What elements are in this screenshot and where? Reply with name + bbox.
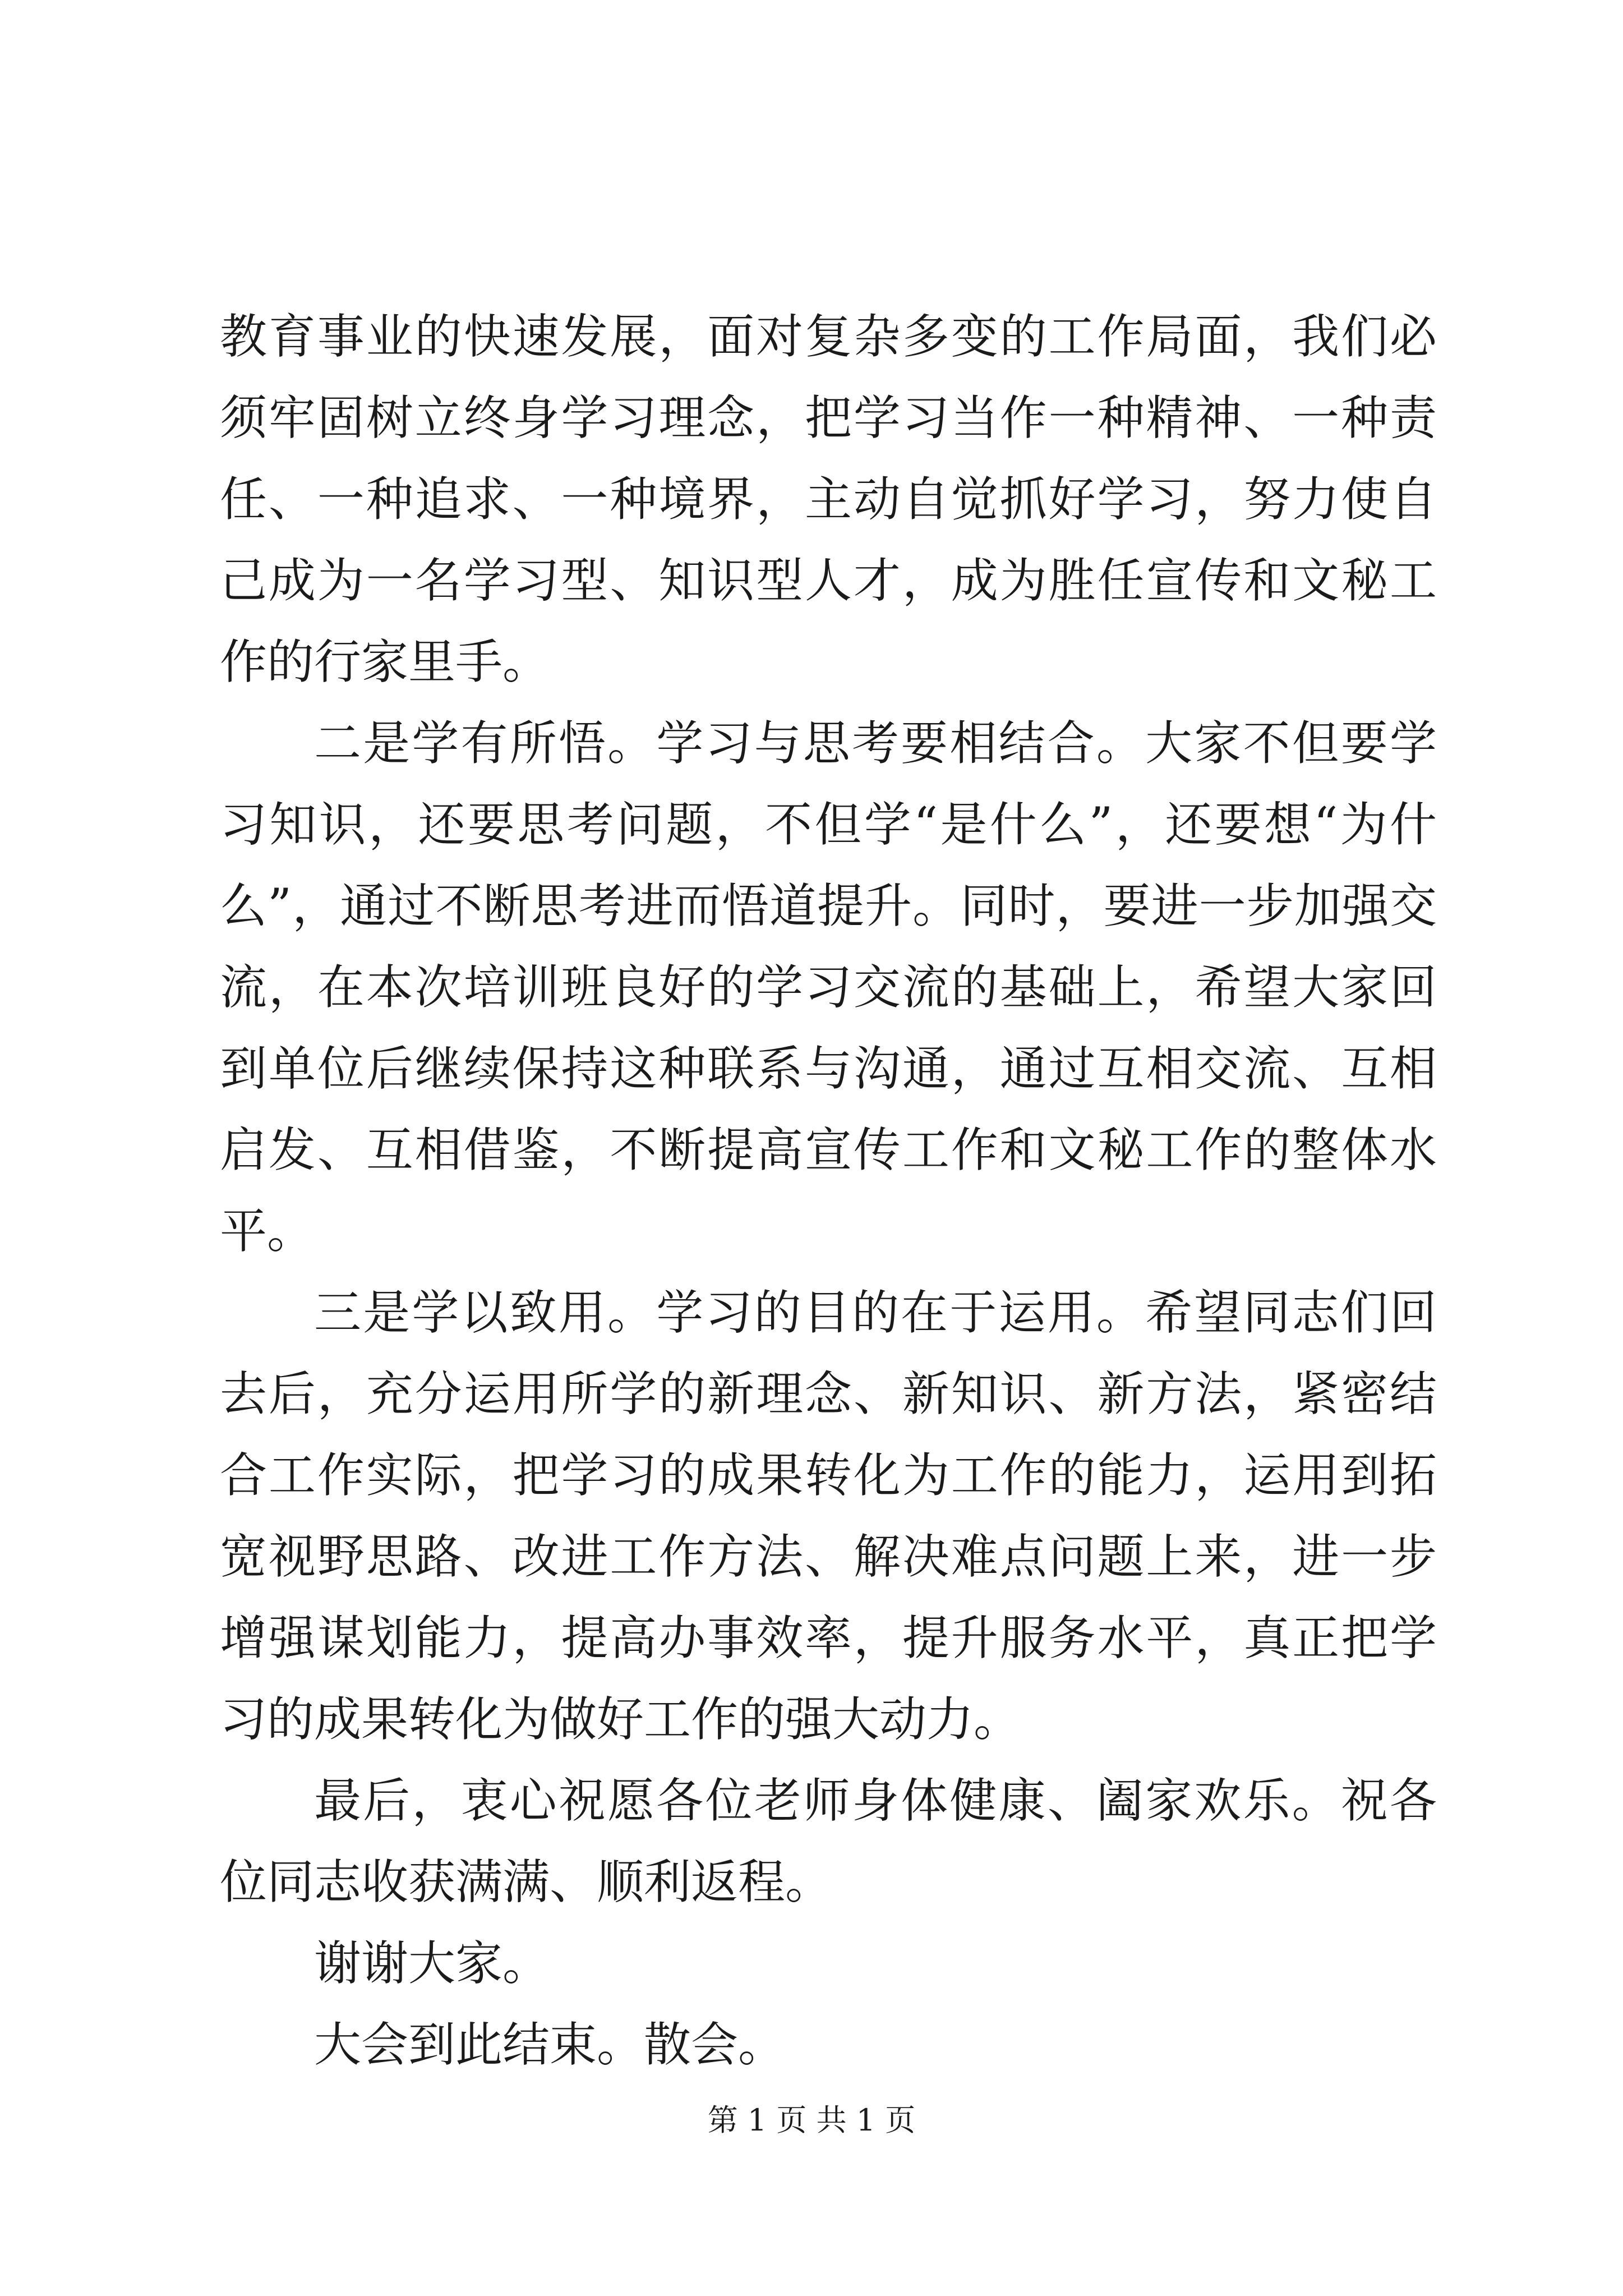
- paragraph-1: 教育事业的快速发展，面对复杂多变的工作局面，我们必须牢固树立终身学习理念，把学习当作一种精神、一种责任、一种追求、一种境界，主动自觉抓好学习，努力使自己成为一名学习型、知识型人才，成为胜任宣传和文秘工作的行家里手。: [220, 309, 1437, 689]
- paragraph-6: 大会到此结束。散会。: [314, 2017, 786, 2072]
- page-number-footer: 第 1 页 共 1 页: [707, 2102, 916, 2138]
- paragraph-4: 最后，衷心祝愿各位老师身体健康、阖家欢乐。祝各位同志收获满满、顺利返程。: [220, 1773, 1437, 1910]
- paragraph-3: 三是学以致用。学习的目的在于运用。希望同志们回去后，充分运用所学的新理念、新知识、新方法，紧密结合工作实际，把学习的成果转化为工作的能力，运用到拓宽视野思路、改进工作方法、解决难点问题上来，进一步增强谋划能力，提高办事效率，提升服务水平，真正把学习的成果转化为做好工作的强大动力。: [220, 1285, 1437, 1747]
- paragraph-2: 二是学有所悟。学习与思考要相结合。大家不但要学习知识，还要思考问题，不但学“是什么”，还要想“为什么”，通过不断思考进而悟道提升。同时，要进一步加强交流，在本次培训班良好的学习交流的基础上，希望大家回到单位后继续保持这种联系与沟通，通过互相交流、互相启发、互相借鉴，不断提高宣传工作和文秘工作的整体水平。: [220, 716, 1437, 1259]
- paragraph-5: 谢谢大家。: [314, 1936, 550, 1991]
- document-body: [220, 296, 1437, 2086]
